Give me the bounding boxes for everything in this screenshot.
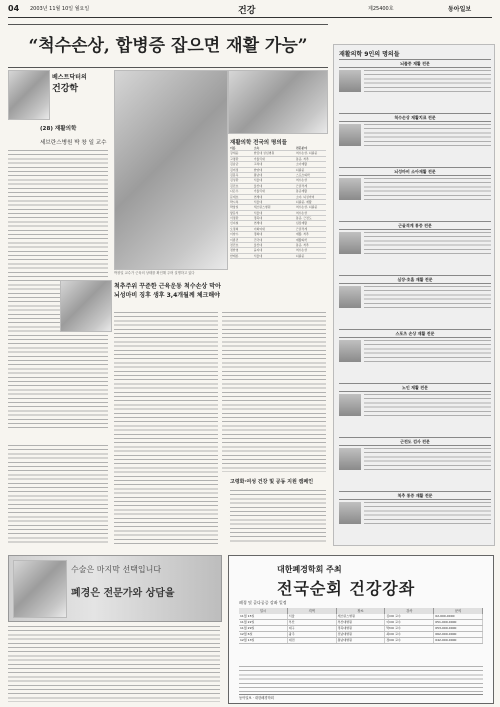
table-cell: 경북대 [253, 216, 263, 221]
ad-table-cell: 광주 [288, 632, 337, 637]
sidebar-item [339, 491, 491, 524]
table-cell: 김미정 [230, 167, 239, 172]
table-cell: 척수손상, 뇌졸중 [295, 151, 318, 156]
doctor-portrait [8, 70, 50, 120]
ad-table-cell: 12월 6일 [239, 632, 288, 637]
table-cell: 건국대 [253, 237, 263, 242]
table-cell: 오정희 [230, 226, 239, 231]
photo-caption: 박창일 교수가 근육의 상태를 확인해 주며 설명하고 있다 [114, 271, 195, 275]
table-cell: 고려대 [253, 162, 263, 167]
table-cell: 김진호 [230, 183, 239, 188]
table-cell: 이화여대 [253, 226, 265, 231]
ad-table-row [239, 638, 483, 644]
ad-table-cell: 053-000-0000 [434, 626, 483, 631]
subhead: 척추주위 꾸준한 근육운동 척수손상 막아 뇌성마비 징후 생후 3,4개월께 체크해야 [114, 283, 221, 299]
ad-table-cell: 박OO 교수 [385, 626, 434, 631]
table-cell: 나은우 [230, 189, 239, 194]
table-cell: 재활, 척추 [295, 232, 309, 237]
ad-table-cell: 김OO 교수 [385, 614, 434, 619]
column-label: (28) 재활의학 [40, 126, 77, 132]
newspaper-name: 동아일보 [448, 6, 472, 13]
ad-footer: 동아일보 · 대한폐경학회 [239, 694, 483, 700]
table-cell: 연세대 [253, 194, 263, 199]
doctor-photo [339, 448, 361, 470]
table-cell: 한태륜 [230, 253, 239, 258]
table-row [230, 254, 326, 259]
ad-fine-print [239, 666, 483, 692]
sidebar-item [339, 167, 491, 200]
doctor-photo [339, 232, 361, 254]
table-cell: 서울대 [253, 199, 263, 204]
side-photo [228, 70, 328, 134]
doctor-photo [339, 340, 361, 362]
sidebar-item [339, 113, 491, 146]
bottom-left-text [8, 626, 220, 702]
table-cell: 서울대 [253, 253, 263, 258]
doctor-photo [339, 286, 361, 308]
ad-organizer: 대한폐경학회 주최 [277, 565, 342, 574]
table-cell: 소아, 뇌성마비 [295, 194, 315, 199]
ad-table-cell: 11월 15일 [239, 614, 288, 619]
table-cell: 서정환 [230, 216, 239, 221]
headline: “척수손상, 합병증 잡으면 재활 가능” [8, 24, 328, 68]
ad-table-cell: 042-000-0000 [434, 638, 483, 643]
ad-title: 전국순회 건강강좌 [277, 579, 416, 598]
sidebar-item-text [364, 178, 491, 200]
table-cell: 스포츠의학 [295, 172, 310, 177]
sidebar-item-title: 척수손상 재활치료 전문 [339, 113, 491, 122]
ad-schedule-table [239, 608, 483, 663]
table-cell: 통증, 척추 [295, 156, 309, 161]
lecture-ad [228, 555, 494, 704]
table-cell: 뇌졸중 [295, 253, 305, 258]
sidebar-item-title: 뇌성마비 소아재활 전문 [339, 167, 491, 176]
table-cell: 재활의학 [295, 237, 307, 242]
table-body [230, 146, 326, 259]
sidebar [333, 44, 495, 546]
table-cell: 경희대 [253, 232, 263, 237]
sidebar-item-title: 노인 재활 전문 [339, 383, 491, 392]
sidebar-item-title: 스포츠 손상 재활 전문 [339, 329, 491, 338]
sidebar-item [339, 437, 491, 470]
ad-table-cell: 11월 22일 [239, 620, 288, 625]
table-cell: 척수손상, 뇌졸중 [295, 205, 318, 210]
table-cell: 강세윤 [230, 151, 239, 156]
doctors-table [230, 138, 326, 266]
sidebar-item-text [364, 340, 491, 362]
byline: 세브란스병원 박 창 일 교수 [40, 140, 107, 146]
table-cell: 뇌졸중, 재활 [295, 199, 312, 204]
table-cell: 소아재활 [295, 162, 307, 167]
sidebar-item [339, 221, 491, 254]
table-header-cell: 소속 [253, 146, 260, 150]
table-cell: 한림대 성심병원 [253, 151, 275, 156]
ad-table-cell: 051-000-0000 [434, 620, 483, 625]
table-cell: 신지철 [230, 221, 239, 226]
doctor-photo [339, 124, 361, 146]
ad-table-cell: 부산대병원 [337, 620, 386, 625]
main-photo [114, 70, 228, 270]
exercise-photo [60, 280, 112, 332]
article-body-col1b [8, 445, 108, 545]
banner-ad [8, 555, 222, 622]
sidebar-item-text [364, 124, 491, 146]
table-header-cell: 전문분야 [295, 146, 307, 150]
sidebar-item-title: 심장·호흡 재활 전문 [339, 275, 491, 284]
table-cell: 박창일 [230, 205, 239, 210]
sidebar-item [339, 59, 491, 92]
table-cell: 김성환 [230, 178, 239, 183]
sidebar-item-text [364, 70, 491, 92]
table-cell: 척수손상 [295, 178, 307, 183]
table-cell: 이양수 [230, 232, 239, 237]
table-cell: 통증, 근전도 [295, 216, 312, 221]
table-cell: 정한영 [230, 248, 239, 253]
table-cell: 울산대 [253, 183, 263, 188]
side-column-title: 고령화·여성 건강 및 공동 지원 캠페인 [230, 479, 314, 485]
sidebar-title: 재활의학 9인의 명의들 [339, 51, 400, 58]
page-number: 04 [8, 4, 20, 13]
table-cell: 연세대 [253, 221, 263, 226]
table-cell: 세브란스병원 [253, 205, 271, 210]
table-cell: 박시복 [230, 199, 239, 204]
ad-table-cell: 대전 [288, 638, 337, 643]
ad-table-cell: 최OO 교수 [385, 632, 434, 637]
table-cell: 문재호 [230, 194, 239, 199]
ad-table-cell: 대구 [288, 626, 337, 631]
ad-table-cell: 전남대병원 [337, 632, 386, 637]
table-cell: 이종민 [230, 237, 239, 242]
table-cell: 울산대 [253, 243, 263, 248]
table-cell: 김봉옥 [230, 172, 239, 177]
table-cell: 근골격계 [295, 183, 307, 188]
table-header-cell: 이름 [230, 146, 236, 150]
table-cell: 통증재활 [295, 189, 307, 194]
sidebar-item [339, 329, 491, 362]
doctor-photo [339, 178, 361, 200]
table-cell: 방문석 [230, 210, 239, 215]
section-title: 건강 [238, 6, 256, 16]
table-cell: 서울대 [253, 210, 263, 215]
table-cell: 전민호 [230, 243, 239, 248]
article-body-col3 [222, 312, 326, 472]
ad-subtitle: 폐경 및 골다공증 강좌 일정 [239, 600, 287, 605]
ad-table-cell: 세브란스병원 [337, 614, 386, 619]
table-cell: 근골격계 [295, 226, 307, 231]
table-cell: 척수손상 [295, 210, 307, 215]
ad-table-cell: 서울 [288, 614, 337, 619]
table-cell: 한양대 [253, 167, 263, 172]
banner-photo [13, 560, 67, 618]
banner-line2: 폐경은 전문가와 상담을 [71, 588, 175, 599]
logo-line1: 베스트닥터의 [52, 74, 87, 81]
ad-table-cell: 02-000-0000 [434, 614, 483, 619]
sidebar-item [339, 383, 491, 416]
sidebar-item-text [364, 232, 491, 254]
sidebar-item-title: 척추 통증 재활 전문 [339, 491, 491, 500]
sidebar-item-text [364, 448, 491, 470]
sidebar-item-text [364, 502, 491, 524]
ad-table-cell: 12월 13일 [239, 638, 288, 643]
ad-table-header-cell: 장소 [337, 608, 386, 614]
sidebar-item-title: 뇌졸중 재활 전문 [339, 59, 491, 68]
banner-line1: 수술은 마지막 선택입니다 [71, 565, 162, 574]
article-body-col2 [114, 312, 218, 544]
side-column-body [230, 490, 326, 544]
table-cell: 을지대 [253, 248, 263, 253]
doctor-photo [339, 394, 361, 416]
ad-table-cell: 경북대병원 [337, 626, 386, 631]
table-cell: 서울대 [253, 178, 263, 183]
ad-table-cell: 11월 29일 [239, 626, 288, 631]
table-cell: 김남균 [230, 162, 239, 167]
sidebar-item-title: 근전도 검사 전문 [339, 437, 491, 446]
sidebar-item-text [364, 394, 491, 416]
logo-line2: 건강학 [52, 84, 79, 94]
issue-date: 2003년 11월 10일 월요일 [30, 6, 90, 12]
table-cell: 충남대 [253, 172, 263, 177]
page-header [8, 3, 492, 18]
ad-table-cell: 부산 [288, 620, 337, 625]
table-cell: 가톨릭대 [253, 189, 265, 194]
table-cell: 뇌졸중 [295, 167, 305, 172]
ad-table-header-cell: 문의 [434, 608, 483, 614]
ad-table-header-cell: 강사 [385, 608, 434, 614]
doctor-photo [339, 502, 361, 524]
sidebar-item [339, 275, 491, 308]
ad-table-header-cell: 지역 [288, 608, 337, 614]
sidebar-item-text [364, 286, 491, 308]
doctor-photo [339, 70, 361, 92]
table-cell: 척수손상 [295, 248, 307, 253]
ad-table-cell: 정OO 교수 [385, 638, 434, 643]
table-cell: 고명환 [230, 156, 239, 161]
edition-number: 제25400호 [368, 6, 394, 12]
ad-table-cell: 충남대병원 [337, 638, 386, 643]
ad-table-cell: 이OO 교수 [385, 620, 434, 625]
table-cell: 가톨릭대 [253, 156, 265, 161]
table-cell: 심장재활 [295, 221, 307, 226]
table-title: 재활의학 전국의 명의들 [230, 140, 287, 146]
table-cell: 통증, 척추 [295, 243, 309, 248]
ad-table-cell: 062-000-0000 [434, 632, 483, 637]
sidebar-item-title: 근골격계 통증 전문 [339, 221, 491, 230]
ad-table-header-cell: 일시 [239, 608, 288, 614]
